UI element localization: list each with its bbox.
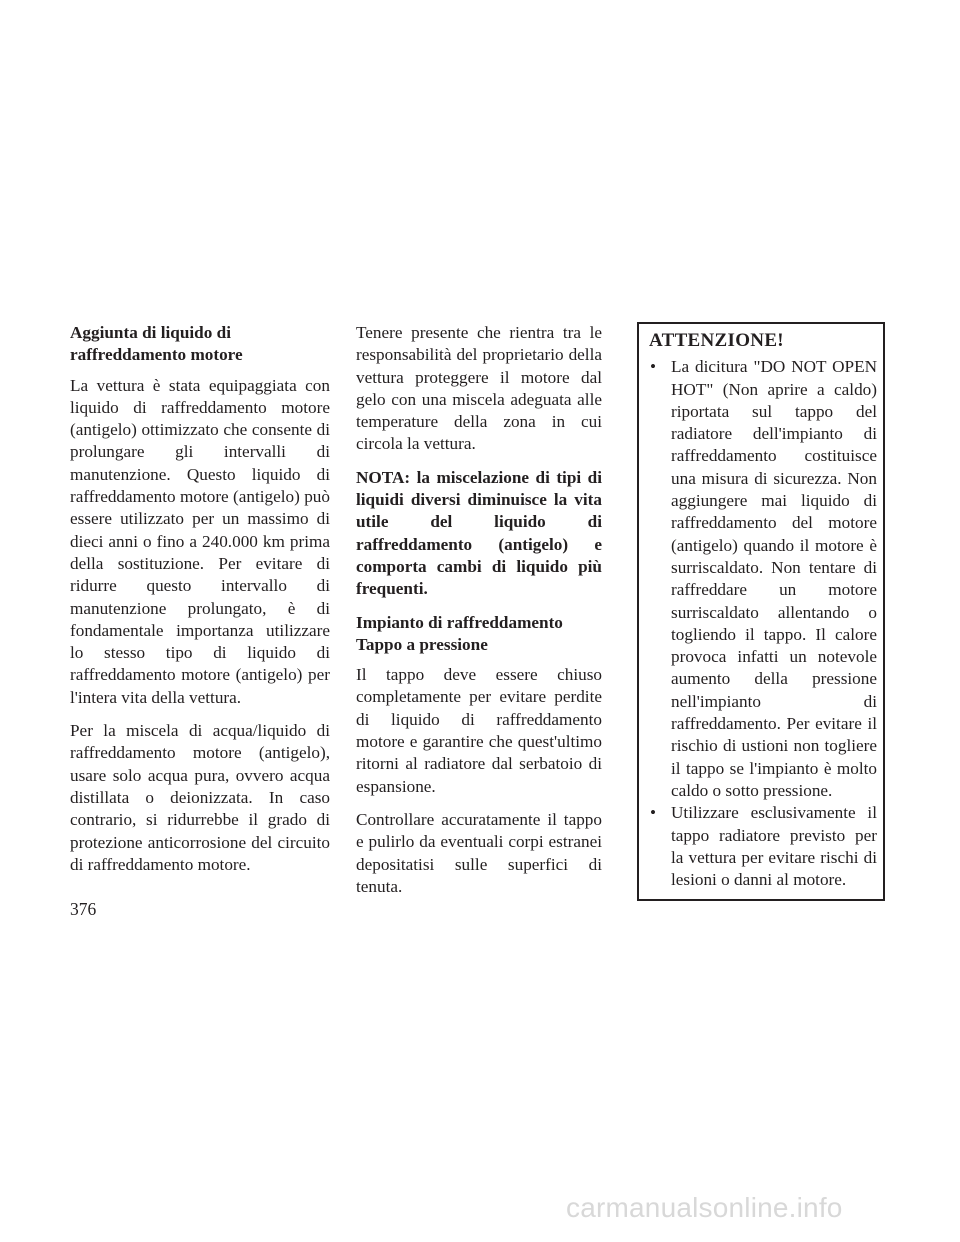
page-number: 376 [70,899,97,919]
body-paragraph: Controllare accuratamente il tappo e pulirlo da eventuali corpi estranei depositatisi sulle superfici di tenuta. [356,809,602,896]
warning-item [649,356,877,802]
warning-item-text: La dicitura "DO NOT OPEN HOT" (Non aprire a caldo) riportata sul tappo del radiatore dell'impianto di raffreddamento costituisce una misura di sicurezza. Non aggiungere mai liquido di raffreddamento del motore (antigelo) quando il motore è surriscaldato. Non tentare di raffreddare un motore surriscaldato allentando o togliendo il tappo. Il calore provoca infatti un notevole aumento della pressione nell'impianto di raffreddamento. Per evitare il rischio di ustioni non togliere il tappo se l'impianto è molto caldo o sotto pressione. [671,357,877,800]
body-paragraph: Tenere presente che rientra tra le responsabilità del proprietario della vettura proteggere il motore dal gelo con una miscela adeguata alle temperature della zona in cui circola la vettura. [356,323,602,454]
body-paragraph: La vettura è stata equipaggiata con liquido di raffreddamento motore (antigelo) ottimizzato che consente di prolungare gli intervalli di manutenzione. Questo liquido di raffreddamento motore (antigelo) può essere utilizzato per un massimo di dieci anni o fino a 240.000 km prima della sostituzione. Per evitare di ridurre questo intervallo di manutenzione prolungato, è di fondamentale importanza utilizzare lo stesso tipo di liquido di raffreddamento motore (antigelo) per l'intera vita della vettura. [70,375,330,707]
body-paragraph: Il tappo deve essere chiuso completamente per evitare perdite di liquido di raffreddamento motore e garantire che quest'ultimo ritorni al radiatore dal serbatoio di espansione. [356,665,602,796]
warning-title: ATTENZIONE! [649,330,784,351]
column-middle [356,322,602,909]
watermark: carmanualsonline.info [566,1192,843,1223]
section-heading-coolant-addition: Aggiunta di liquido di raffreddamento motore [70,323,243,365]
body-paragraph: Per la miscela di acqua/liquido di raffreddamento motore (antigelo), usare solo acqua pura, ovvero acqua distillata o deionizzata. In caso contrario, si ridurrebbe il grado di protezione anticorrosione del circuito di raffreddamento motore. [70,721,330,874]
section-heading-pressure-cap: Impianto di raffreddamento Tappo a pressione [356,612,563,654]
warning-item-text: Utilizzare esclusivamente il tappo radiatore previsto per la vettura per evitare rischi di lesioni o danni al motore. [671,803,877,890]
warning-box [637,322,885,901]
column-right [637,322,885,901]
warning-item [649,802,877,891]
column-left [70,322,330,887]
warning-list [649,356,877,891]
note-paragraph: NOTA: la miscelazione di tipi di liquidi diversi diminuisce la vita utile del liquido di raffreddamento (antigelo) e comporta cambi di liquido più frequenti. [356,467,602,599]
bullet-icon: • [650,357,657,377]
bullet-icon: • [650,803,657,823]
